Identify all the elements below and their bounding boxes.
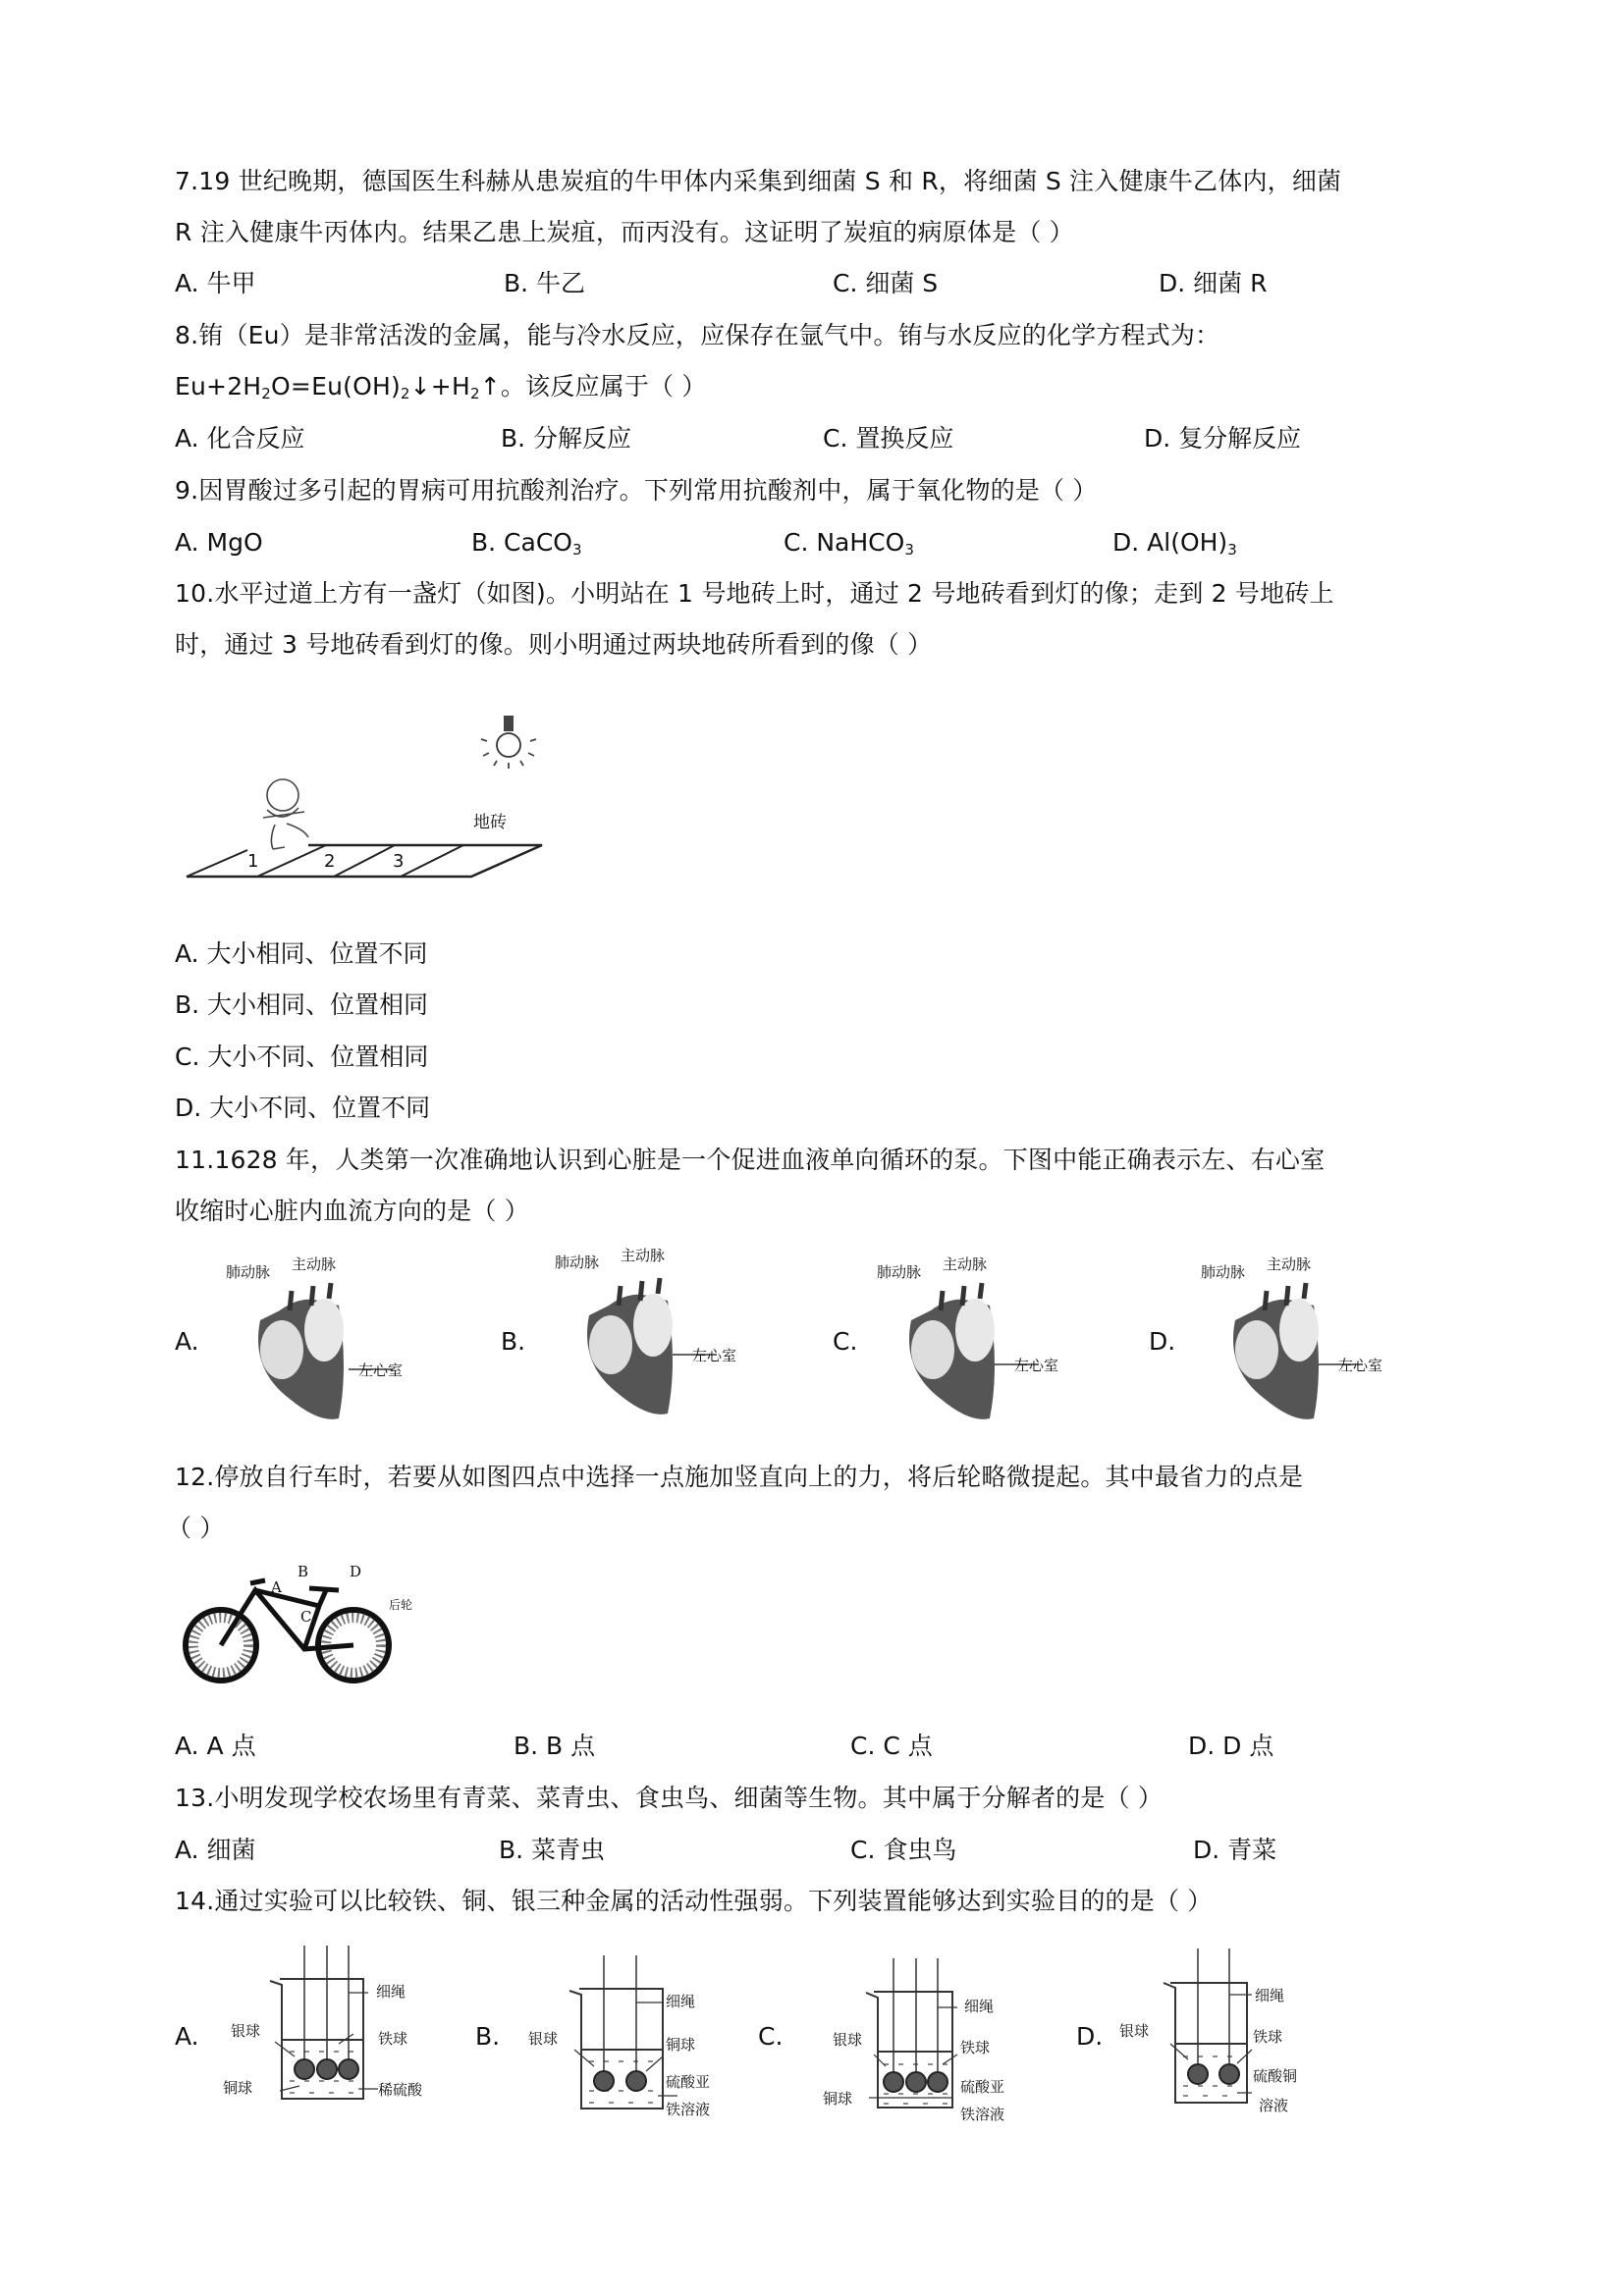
q11-option-c-label[interactable]: C. [833,1327,858,1356]
q14-beaker-b[interactable] [511,1934,746,2140]
q7-option-c[interactable]: C. 细菌 S [833,269,939,297]
q9-option-d[interactable] [1112,526,1237,560]
iron-ball-label: 铁球 [378,2030,408,2048]
solution-label-1: 硫酸铜 [1253,2067,1298,2085]
solution-label-1: 硫酸亚 [960,2078,1005,2096]
lamp-icon [481,716,536,769]
option-sub: 3 [904,541,914,559]
eq-part: ↑。该反应属于（ ） [479,372,707,400]
q9-option-b[interactable] [471,526,582,560]
q7-option-d[interactable]: D. 细菌 R [1159,269,1268,297]
q12-stem-line-1: 12.停放自行车时，若要从如图四点中选择一点施加竖直向上的力，将后轮略微提起。其中最省力的点是 [175,1463,1304,1491]
q9-option-c[interactable] [784,526,914,560]
q9-stem-line-1: 9.因胃酸过多引起的胃病可用抗酸剂治疗。下列常用抗酸剂中，属于氧化物的是（ ） [175,476,1098,505]
eq-part: ↓+H [409,372,470,400]
q12-option-c[interactable]: C. C 点 [850,1732,933,1760]
q8-option-a[interactable]: A. 化合反应 [175,424,305,453]
option-text: A. MgO [175,528,263,557]
q14-option-a-label[interactable]: A. [175,2022,199,2051]
q11-heart-b[interactable] [550,1247,776,1423]
heart-diagram-icon [221,1261,447,1428]
silver-ball-label: 银球 [833,2031,863,2049]
q8-option-b[interactable]: B. 分解反应 [501,424,632,453]
q7-stem-line-1: 7.19 世纪晚期，德国医生科赫从患炭疽的牛甲体内采集到细菌 S 和 R，将细菌 S 注入健康牛乙体内，细菌 [175,167,1342,195]
bicycle-icon [177,1569,422,1696]
option-sub: 3 [1227,541,1237,559]
aorta-label: 主动脉 [621,1247,666,1264]
heart-diagram-icon [550,1256,776,1423]
q11-stem-line-2: 收缩时心脏内血流方向的是（ ） [175,1197,529,1225]
eq-part: Eu+2H [175,372,262,400]
q11-option-a-label[interactable]: A. [175,1327,199,1356]
q14-option-b-label[interactable]: B. [475,2022,501,2051]
copper-ball-label: 铜球 [223,2079,253,2097]
aorta-label: 主动脉 [292,1255,337,1273]
point-d-label: D [350,1563,362,1580]
heart-diagram-icon [872,1261,1098,1428]
q14-beaker-a[interactable] [211,1934,457,2130]
q10-option-a[interactable]: A. 大小相同、位置不同 [175,939,428,968]
option-text: B. CaCO [471,528,572,557]
rear-wheel-label: 后轮 [389,1598,413,1612]
heart-diagram-icon [1196,1261,1422,1428]
solution-label-1: 硫酸亚 [666,2073,711,2091]
q13-option-c[interactable]: C. 食虫鸟 [850,1836,957,1864]
point-a-label: A [271,1578,282,1596]
q14-stem-line-1: 14.通过实验可以比较铁、铜、银三种金属的活动性强弱。下列装置能够达到实验目的的是（ ） [175,1887,1213,1915]
silver-ball-label: 银球 [1119,2022,1150,2040]
eq-sub: 2 [400,385,410,402]
q7-option-a[interactable]: A. 牛甲 [175,269,256,297]
q12-option-b[interactable]: B. B 点 [514,1732,596,1760]
point-c-label: C [300,1608,312,1626]
pulmonary-artery-label: 肺动脉 [226,1263,271,1281]
eq-part: O=Eu(OH) [271,372,401,400]
iron-ball-label: 铁球 [960,2039,991,2056]
eq-sub: 2 [469,385,480,402]
eq-sub: 2 [261,385,272,402]
q11-stem-line-1: 11.1628 年，人类第一次准确地认识到心脏是一个促进血液单向循环的泵。下图中能正确表示左、右心室 [175,1146,1326,1174]
solution-label-2: 铁溶液 [960,2106,1005,2123]
q12-option-a[interactable]: A. A 点 [175,1732,256,1760]
tile-number-3: 3 [393,851,405,872]
q11-heart-d[interactable] [1196,1255,1422,1428]
left-ventricle-label: 左心室 [1014,1357,1059,1374]
q14-beaker-c[interactable] [795,1939,1031,2140]
copper-ball-label: 铜球 [823,2090,853,2108]
q10-option-c[interactable]: C. 大小不同、位置相同 [175,1042,429,1071]
pulmonary-artery-label: 肺动脉 [1201,1263,1246,1281]
left-ventricle-label: 左心室 [692,1347,737,1364]
option-text: D. Al(OH) [1112,528,1228,557]
q9-option-a[interactable] [175,526,263,560]
q11-option-b-label[interactable]: B. [501,1327,526,1356]
pulmonary-artery-label: 肺动脉 [877,1263,922,1281]
aorta-label: 主动脉 [1267,1255,1312,1273]
q13-stem-line-1: 13.小明发现学校农场里有青菜、菜青虫、食虫鸟、细菌等生物。其中属于分解者的是（ ） [175,1784,1164,1812]
q10-stem-line-2: 时，通过 3 号地砖看到灯的像。则小明通过两块地砖所看到的像（ ） [175,630,933,659]
q14-beaker-d[interactable] [1110,1934,1345,2140]
q8-equation [175,370,707,403]
q14-option-c-label[interactable]: C. [758,2022,784,2051]
tile-label: 地砖 [473,813,507,832]
q10-corridor-figure [177,702,560,888]
q11-option-d-label[interactable]: D. [1149,1327,1176,1356]
q10-option-d[interactable]: D. 大小不同、位置不同 [175,1094,431,1122]
rope-label: 细绳 [964,1998,995,2015]
q13-option-a[interactable]: A. 细菌 [175,1836,256,1864]
iron-ball-label: 铁球 [1253,2028,1283,2046]
option-text: C. NaHCO [784,528,905,557]
q8-option-c[interactable]: C. 置换反应 [823,424,954,453]
q7-stem-line-2: R 注入健康牛丙体内。结果乙患上炭疽，而丙没有。这证明了炭疽的病原体是（ ） [175,218,1074,246]
q13-option-b[interactable]: B. 菜青虫 [499,1836,606,1864]
floor-tiles-figure [177,702,560,888]
q10-stem-line-1: 10.水平过道上方有一盏灯（如图)。小明站在 1 号地砖上时，通过 2 号地砖看到灯的像；走到 2 号地砖上 [175,579,1334,608]
q12-bicycle-figure [177,1563,422,1696]
left-ventricle-label: 左心室 [1338,1357,1383,1374]
q8-option-d[interactable]: D. 复分解反应 [1144,424,1302,453]
q8-stem-line-1: 8.铕（Eu）是非常活泼的金属，能与冷水反应，应保存在氩气中。铕与水反应的化学方程式为： [175,321,1220,349]
q11-heart-c[interactable] [872,1255,1098,1428]
aorta-label: 主动脉 [943,1255,988,1273]
tile-number-2: 2 [324,851,336,872]
solution-label-2: 溶液 [1259,2097,1289,2114]
rope-label: 细绳 [1255,1987,1285,2004]
q7-option-b[interactable]: B. 牛乙 [504,269,586,297]
tile-number-1: 1 [247,851,259,872]
option-sub: 3 [571,541,582,559]
solution-label-2: 铁溶液 [666,2101,711,2118]
q10-option-b[interactable]: B. 大小相同、位置相同 [175,990,429,1019]
q11-heart-a[interactable] [221,1255,447,1428]
q12-stem-line-2: （ ） [167,1514,225,1542]
rope-label: 细绳 [666,1993,696,2010]
pulmonary-artery-label: 肺动脉 [555,1254,600,1271]
left-ventricle-label: 左心室 [358,1362,404,1379]
silver-ball-label: 银球 [231,2022,261,2040]
q14-option-d-label[interactable]: D. [1076,2022,1104,2051]
silver-ball-label: 银球 [528,2030,559,2048]
solution-label: 稀硫酸 [378,2081,423,2099]
q13-option-d[interactable]: D. 青菜 [1193,1836,1277,1864]
child-icon [263,779,308,849]
copper-ball-label: 铜球 [666,2036,696,2054]
rope-label: 细绳 [376,1983,406,2001]
point-b-label: B [298,1563,309,1580]
q12-option-d[interactable]: D. D 点 [1188,1732,1274,1760]
